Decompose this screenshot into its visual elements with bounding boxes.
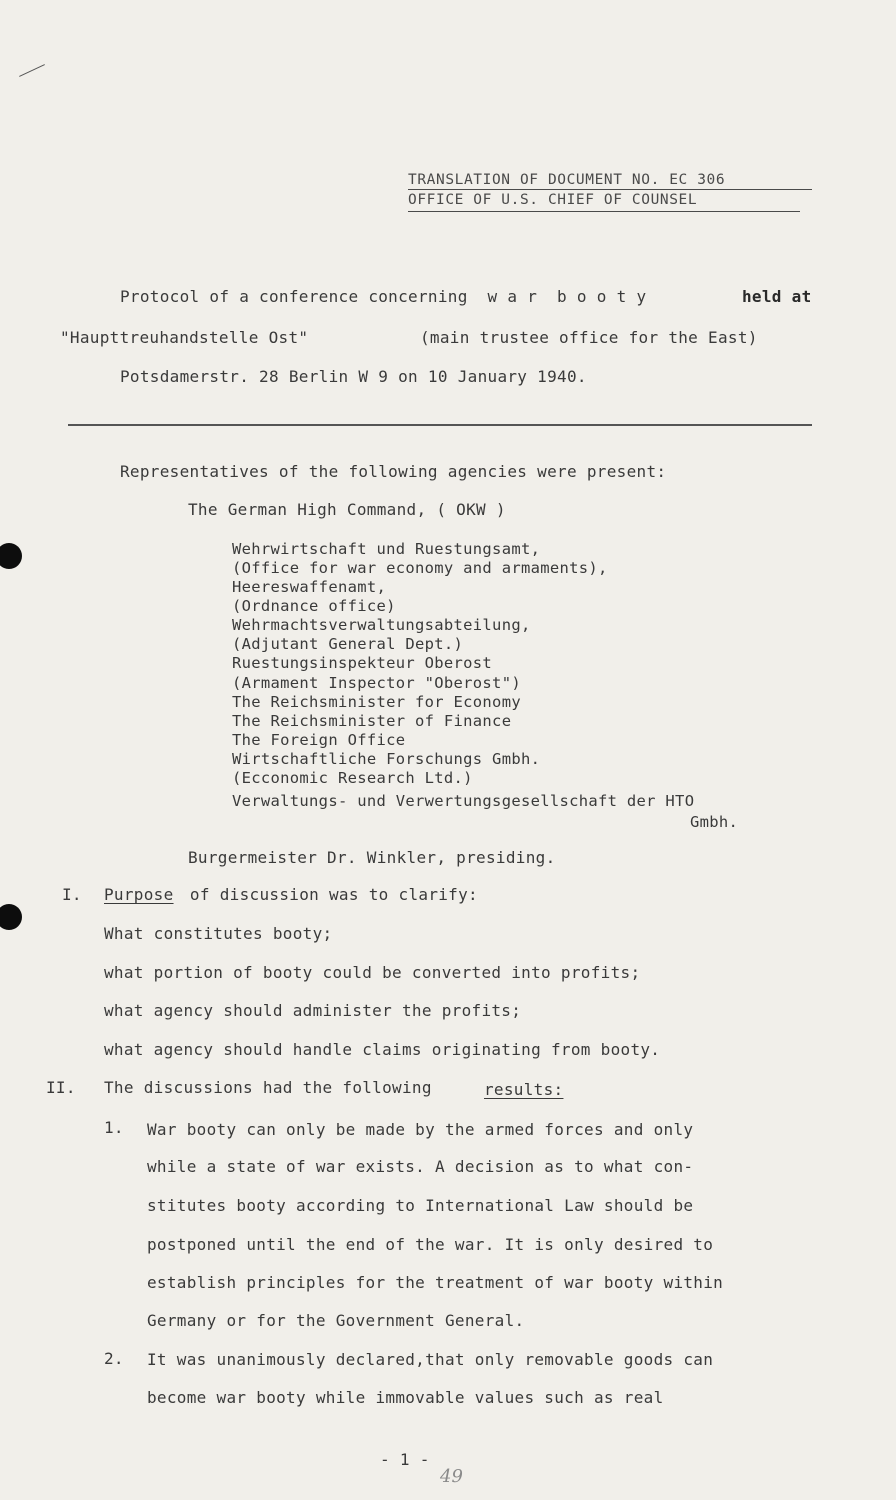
- point-2-line: become war booty while immovable values such as real: [147, 1388, 664, 1407]
- presiding-line: Burgermeister Dr. Winkler, presiding.: [188, 848, 556, 867]
- handwritten-folio: 49: [440, 1466, 463, 1487]
- binder-hole-bottom: [0, 904, 22, 930]
- point-1-line: establish principles for the treatment of war booty within: [147, 1273, 724, 1292]
- agency-line: The Reichsminister for Economy: [232, 693, 521, 711]
- point-1-number: 1.: [104, 1118, 124, 1137]
- agency-line-tail: Gmbh.: [690, 813, 739, 831]
- agency-line: The Foreign Office: [232, 731, 406, 749]
- representatives-intro: Representatives of the following agencies were present:: [120, 462, 667, 481]
- agency-line: (Armament Inspector "Oberost"): [232, 674, 521, 692]
- page-number: - 1 -: [380, 1450, 430, 1469]
- section-2-label: results:: [484, 1080, 564, 1099]
- translation-header: TRANSLATION OF DOCUMENT NO. EC 306: [408, 172, 726, 188]
- agency-line: Ruestungsinspekteur Oberost: [232, 654, 493, 672]
- section-2-numeral: II.: [46, 1078, 76, 1097]
- title-line-1: Protocol of a conference concerning w a r b o o t y: [120, 287, 647, 306]
- section-1-numeral: I.: [62, 885, 82, 904]
- point-2-line: It was unanimously declared,that only removable goods can: [147, 1350, 714, 1369]
- title-line-3: Potsdamerstr. 28 Berlin W 9 on 10 January 1940.: [120, 367, 587, 386]
- agency-line: Wehrmachtsverwaltungsabteilung,: [232, 616, 531, 634]
- header-rule-1: [408, 189, 812, 190]
- pen-mark: [19, 64, 45, 77]
- point-2-number: 2.: [104, 1349, 124, 1368]
- point-1-line: stitutes booty according to International Law should be: [147, 1196, 694, 1215]
- point-1-line: postponed until the end of the war. It is only desired to: [147, 1235, 714, 1254]
- agency-line: The Reichsminister of Finance: [232, 712, 512, 730]
- section-1-item: what agency should administer the profits;: [104, 1001, 522, 1020]
- section-1-heading: of discussion was to clarify:: [180, 885, 478, 904]
- title-line-2-right: (main trustee office for the East): [420, 328, 758, 347]
- point-1-line: War booty can only be made by the armed forces and only: [147, 1120, 694, 1139]
- agency-line: (Adjutant General Dept.): [232, 635, 464, 653]
- section-1-item: what portion of booty could be converted into profits;: [104, 963, 641, 982]
- section-1-item: what agency should handle claims originating from booty.: [104, 1040, 661, 1059]
- office-header: OFFICE OF U.S. CHIEF OF COUNSEL: [408, 192, 698, 208]
- agency-line: (Office for war economy and armaments),: [232, 559, 608, 577]
- section-2-heading: The discussions had the following: [104, 1078, 442, 1097]
- point-1-line: while a state of war exists. A decision as to what con-: [147, 1157, 694, 1176]
- section-1-item: What constitutes booty;: [104, 924, 333, 943]
- okw-line: The German High Command, ( OKW ): [188, 500, 506, 519]
- agency-line: (Ordnance office): [232, 597, 396, 615]
- point-1-line: Germany or for the Government General.: [147, 1311, 525, 1330]
- title-line-2-left: "Haupttreuhandstelle Ost": [60, 328, 309, 347]
- agency-line: Verwaltungs- und Verwertungsgesellschaft der HTO: [232, 792, 695, 810]
- agency-line: Wirtschaftliche Forschungs Gmbh.: [232, 750, 541, 768]
- header-rule-2: [408, 211, 800, 212]
- agency-line: (Ecconomic Research Ltd.): [232, 769, 473, 787]
- agency-line: Heereswaffenamt,: [232, 578, 387, 596]
- binder-hole-top: [0, 543, 22, 569]
- title-divider: [68, 424, 812, 426]
- section-1-label: Purpose: [104, 885, 174, 904]
- agency-line: Wehrwirtschaft und Ruestungsamt,: [232, 540, 541, 558]
- title-line-1-end: held at: [742, 287, 812, 306]
